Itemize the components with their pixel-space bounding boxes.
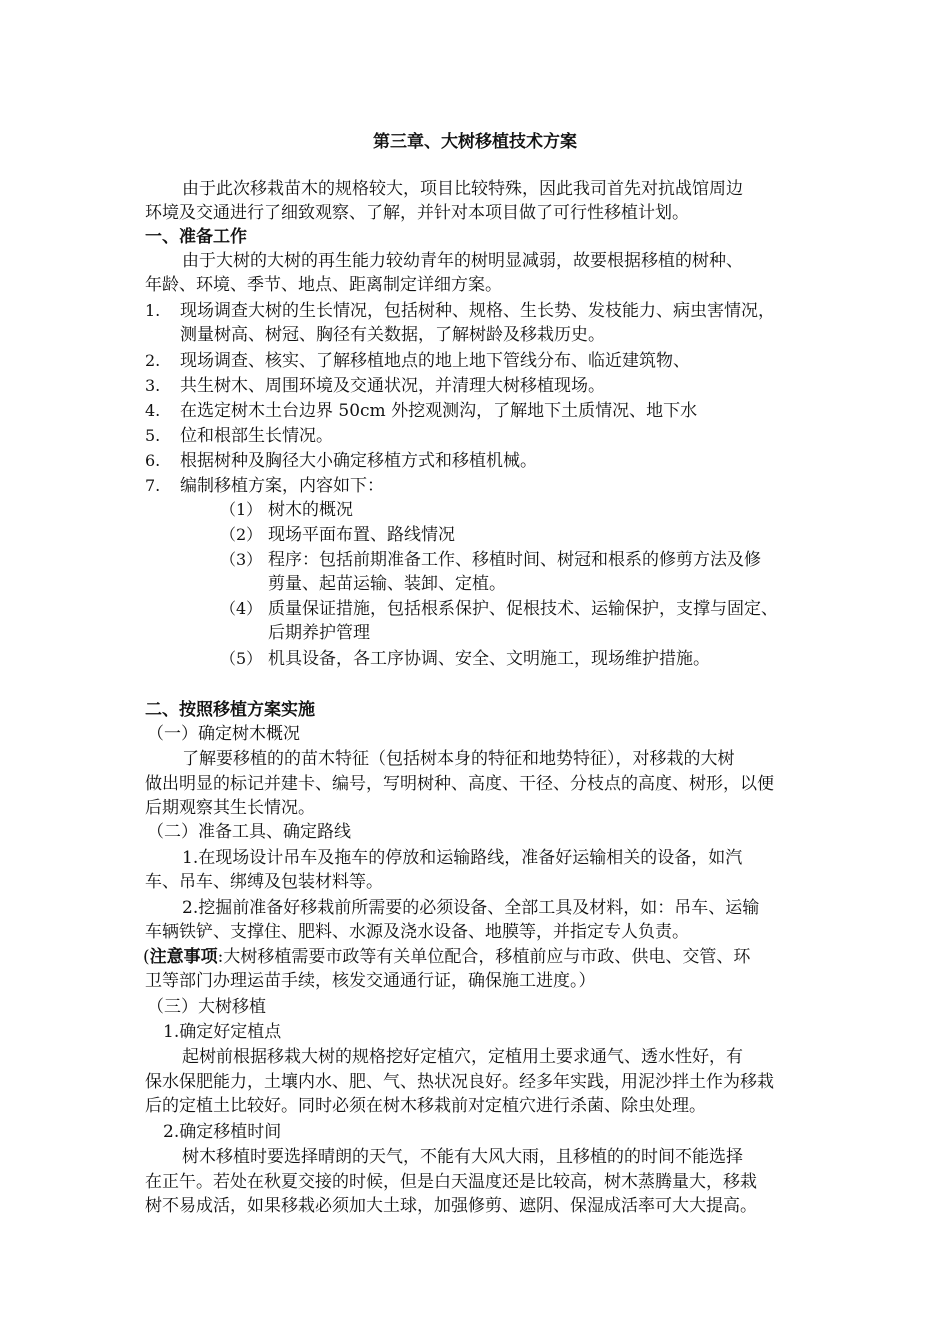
subitem-4-number: （4） xyxy=(220,599,263,618)
subitem-1-number: （1） xyxy=(220,500,263,519)
part1-heading: （一）确定树木概况 xyxy=(147,724,300,744)
note-text: :大树移植需要市政等有关单位配合，移植前应与市政、供电、交管、环 xyxy=(217,947,751,967)
step2-para-line-3: 树不易成活，如果移栽必须加大土球，加强修剪、遮阴、保湿成活率可大大提高。 xyxy=(145,1196,757,1216)
item-1-number: 1. xyxy=(145,301,161,320)
item-5-line-1: 位和根部生长情况。 xyxy=(180,426,333,446)
step2-heading: 2.确定移植时间 xyxy=(163,1122,282,1142)
item-6-line-1: 根据树种及胸径大小确定移植方式和移植机械。 xyxy=(180,451,537,471)
subitem-4-line-2: 后期养护管理 xyxy=(268,623,370,643)
section1-para-line-1: 由于大树的大树的再生能力较幼青年的树明显减弱，故要根据移植的树种、 xyxy=(182,251,743,271)
item-4-number: 4. xyxy=(145,401,161,420)
item-7-number: 7. xyxy=(145,476,161,495)
step2-para-line-2: 在正午。若处在秋夏交接的时候，但是白天温度还是比较高，树木蒸腾量大，移栽 xyxy=(145,1172,757,1192)
item-3-number: 3. xyxy=(145,376,161,395)
part2-para2-line-1: 2.挖掘前准备好移栽前所需要的必须设备、全部工具及材料，如：吊车、运输 xyxy=(182,898,760,918)
item-1-line-1: 现场调查大树的生长情况，包括树种、规格、生长势、发枝能力、病虫害情况， xyxy=(180,301,775,321)
step1-para-line-3: 后的定植土比较好。同时必须在树木移栽前对定植穴进行杀菌、除虫处理。 xyxy=(145,1096,706,1116)
subitem-3-number: （3） xyxy=(220,550,263,569)
page-title: 第三章、大树移植技术方案 xyxy=(373,132,577,152)
intro-line-1: 由于此次移栽苗木的规格较大，项目比较特殊，因此我司首先对抗战馆周边 xyxy=(182,179,743,199)
subitem-4-line-1: 质量保证措施，包括根系保护、促根技术、运输保护，支撑与固定、 xyxy=(268,599,778,619)
part2-para2-line-2: 车辆铁铲、支撑住、肥料、水源及浇水设备、地膜等，并指定专人负责。 xyxy=(145,922,689,942)
note-label: 注意事项 xyxy=(149,947,218,967)
part1-para-line-1: 了解要移植的的苗木特征（包括树本身的特征和地势特征），对移栽的大树 xyxy=(182,749,735,769)
note-line-1 xyxy=(143,945,750,969)
item-4-line-1: 在选定树木土台边界 50cm 外挖观测沟，了解地下土质情况、地下水 xyxy=(180,401,698,421)
item-7-line-1: 编制移植方案，内容如下： xyxy=(180,476,384,496)
item-3-line-1: 共生树木、周围环境及交通状况，并清理大树移植现场。 xyxy=(180,376,605,396)
subitem-3-line-2: 剪量、起苗运输、装卸、定植。 xyxy=(268,574,506,594)
part2-heading: （二）准备工具、确定路线 xyxy=(147,822,351,842)
step1-para-line-1: 起树前根据移栽大树的规格挖好定植穴，定植用土要求通气、透水性好，有 xyxy=(182,1047,743,1067)
step1-heading: 1.确定好定植点 xyxy=(163,1022,282,1042)
subitem-5-number: （5） xyxy=(220,649,263,668)
item-6-number: 6. xyxy=(145,451,161,470)
item-2-number: 2. xyxy=(145,351,161,370)
part2-para1-line-2: 车、吊车、绑缚及包装材料等。 xyxy=(145,872,383,892)
subitem-2-line-1: 现场平面布置、路线情况 xyxy=(268,525,455,545)
intro-line-2: 环境及交通进行了细致观察、了解，并针对本项目做了可行性移植计划。 xyxy=(145,203,689,223)
item-1-line-2: 测量树高、树冠、胸径有关数据，了解树龄及移栽历史。 xyxy=(180,325,605,345)
part3-heading: （三）大树移植 xyxy=(147,997,266,1017)
part1-para-line-2: 做出明显的标记并建卡、编号，写明树种、高度、干径、分枝点的高度、树形，以便 xyxy=(145,774,774,794)
subitem-2-number: （2） xyxy=(220,525,263,544)
subitem-1-line-1: 树木的概况 xyxy=(268,500,353,520)
subitem-5-line-1: 机具设备，各工序协调、安全、文明施工，现场维护措施。 xyxy=(268,649,710,669)
step2-para-line-1: 树木移植时要选择晴朗的天气，不能有大风大雨，且移植的的时间不能选择 xyxy=(182,1147,743,1167)
part2-para1-line-1: 1.在现场设计吊车及拖车的停放和运输路线，准备好运输相关的设备，如汽 xyxy=(182,848,743,868)
subitem-3-line-1: 程序：包括前期准备工作、移植时间、树冠和根系的修剪方法及修 xyxy=(268,550,761,570)
section2-heading: 二、按照移植方案实施 xyxy=(145,700,315,720)
step1-para-line-2: 保水保肥能力，土壤内水、肥、气、热状况良好。经多年实践，用泥沙拌土作为移栽 xyxy=(145,1072,774,1092)
note-prefix: ( xyxy=(143,947,150,967)
part1-para-line-3: 后期观察其生长情况。 xyxy=(145,798,315,818)
item-5-number: 5. xyxy=(145,426,161,445)
item-2-line-1: 现场调查、核实、了解移植地点的地上地下管线分布、临近建筑物、 xyxy=(180,351,690,371)
note-line-2: 卫等部门办理运苗手续，核发交通通行证，确保施工进度。） xyxy=(145,971,596,991)
section1-para-line-2: 年龄、环境、季节、地点、距离制定详细方案。 xyxy=(145,275,502,295)
section1-heading: 一、准备工作 xyxy=(145,227,247,247)
